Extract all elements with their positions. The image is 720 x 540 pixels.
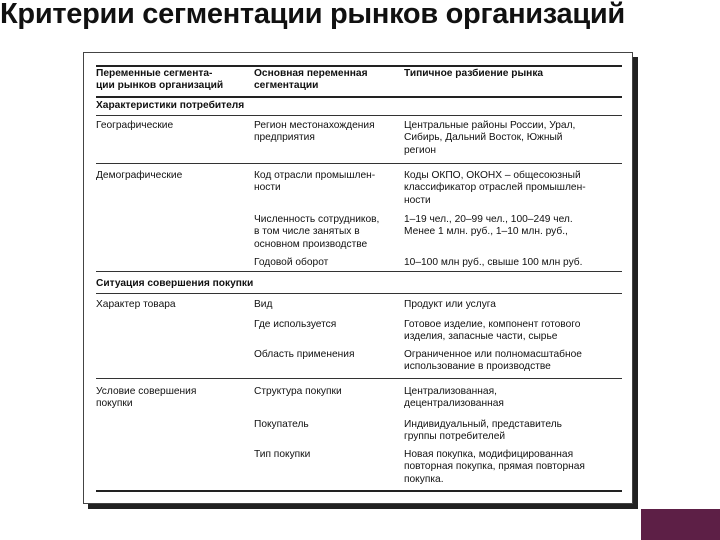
table-cell: Продукт или услуга [404, 299, 496, 310]
segmentation-table-card [83, 52, 633, 504]
header-col-typical-split: Типичное разбиение рынка [404, 68, 544, 79]
table-cell: Демографические [96, 170, 183, 181]
table-cell: Численность сотрудников, в том числе занятых в основном производстве [254, 214, 380, 250]
section-rule [96, 293, 622, 294]
table-cell: Покупатель [254, 419, 309, 430]
table-cell: Где используется [254, 319, 337, 330]
row-rule [96, 163, 622, 164]
table-cell: Новая покупка, модифицированная повторная покупка, прямая повторная покупка. [404, 449, 585, 485]
table-cell: Тип покупки [254, 449, 311, 460]
page-title: Критерии сегментации рынков организаций [0, 0, 625, 30]
table-cell: Индивидуальный, представитель группы потребителей [404, 419, 562, 443]
table-cell: Центральные районы России, Урал, Сибирь, Дальний Восток, Южный регион [404, 120, 576, 156]
table-cell: 10–100 млн руб., свыше 100 млн руб. [404, 257, 583, 268]
section-rule [96, 115, 622, 116]
header-col-variables: Переменные сегмента- ции рынков организаций [96, 68, 224, 92]
table-cell: Коды ОКПО, ОКОНХ – общесоюзный классификатор отраслей промышлен- ности [404, 170, 586, 206]
table-cell: Область применения [254, 349, 355, 360]
table-cell: Регион местонахождения предприятия [254, 120, 375, 144]
table-cell: Централизованная, децентрализованная [404, 386, 504, 410]
table-cell: 1–19 чел., 20–99 чел., 100–249 чел. Менее 1 млн. руб., 1–10 млн. руб., [404, 214, 573, 238]
section-title-consumer: Характеристики потребителя [96, 100, 245, 111]
corner-accent-block [641, 509, 720, 540]
table-bottom-rule [96, 490, 622, 492]
table-cell: Условие совершения покупки [96, 386, 197, 410]
table-cell: Код отрасли промышлен- ности [254, 170, 376, 194]
table-cell: Структура покупки [254, 386, 342, 397]
table-top-rule [96, 65, 622, 67]
table-cell: Годовой оборот [254, 257, 329, 268]
table-cell: Вид [254, 299, 273, 310]
table-cell: Ограниченное или полномасштабное использование в производстве [404, 349, 582, 373]
row-rule [96, 378, 622, 379]
section-title-purchase: Ситуация совершения покупки [96, 278, 254, 289]
header-bottom-rule [96, 96, 622, 98]
table-cell: Готовое изделие, компонент готового изделия, запасные части, сырье [404, 319, 581, 343]
header-col-main-variable: Основная переменная сегментации [254, 68, 368, 92]
section-rule [96, 271, 622, 272]
table-cell: Географические [96, 120, 174, 131]
table-cell: Характер товара [96, 299, 176, 310]
